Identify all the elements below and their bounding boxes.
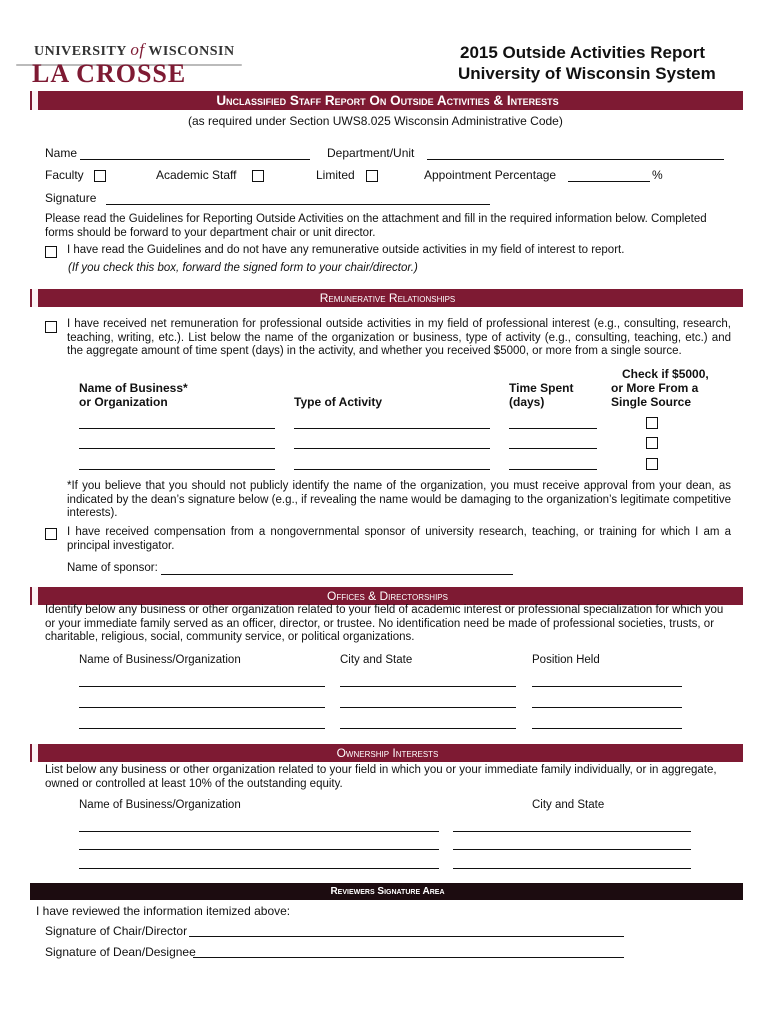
type-field-2[interactable] <box>294 448 490 449</box>
ownership-business-field-1[interactable] <box>79 831 439 832</box>
source-checkbox-3[interactable] <box>646 458 658 470</box>
logo-la-crosse: LA CROSSE <box>32 59 187 88</box>
type-field-3[interactable] <box>294 469 490 470</box>
offices-col-business: Name of Business/Organization <box>79 654 241 666</box>
report-subtitle: University of Wisconsin System <box>458 64 716 83</box>
remunerative-section-bar: Remunerative Relationships <box>30 289 743 307</box>
logo-wisconsin: WISCONSIN <box>148 44 235 59</box>
col-business-2: or Organization <box>79 395 168 409</box>
main-section-bar: Unclassified Staff Report On Outside Activities & Interests <box>30 91 743 110</box>
offices-business-field-2[interactable] <box>79 707 325 708</box>
source-checkbox-1[interactable] <box>646 417 658 429</box>
offices-city-field-3[interactable] <box>340 728 516 729</box>
col-check-2: or More From a <box>611 381 699 395</box>
logo-of: of <box>130 40 145 59</box>
time-field-2[interactable] <box>509 448 597 449</box>
department-label: Department/Unit <box>327 146 415 160</box>
sponsor-label: Name of sponsor: <box>67 562 158 574</box>
offices-business-field-1[interactable] <box>79 686 325 687</box>
signature-field[interactable] <box>106 204 490 205</box>
ownership-city-field-2[interactable] <box>453 849 691 850</box>
report-title: 2015 Outside Activities Report <box>460 43 706 62</box>
reviewers-text: I have reviewed the information itemized above: <box>36 904 291 918</box>
chair-signature-label: Signature of Chair/Director <box>45 924 188 938</box>
ownership-city-field-1[interactable] <box>453 831 691 832</box>
faculty-checkbox[interactable] <box>94 170 106 182</box>
sponsor-checkbox[interactable] <box>45 528 57 540</box>
ownership-business-field-3[interactable] <box>79 868 439 869</box>
col-type: Type of Activity <box>294 395 383 409</box>
col-check-3: Single Source <box>611 395 692 409</box>
academic-staff-label: Academic Staff <box>156 168 237 182</box>
faculty-label: Faculty <box>45 168 84 182</box>
ownership-city-field-3[interactable] <box>453 868 691 869</box>
no-activities-note: (If you check this box, forward the signed form to your chair/director.) <box>68 262 418 274</box>
ownership-business-field-2[interactable] <box>79 849 439 850</box>
time-field-1[interactable] <box>509 428 597 429</box>
remuneration-checkbox[interactable] <box>45 321 57 333</box>
signature-label: Signature <box>45 191 97 205</box>
col-time-1: Time Spent <box>509 381 574 395</box>
offices-business-field-3[interactable] <box>79 728 325 729</box>
reviewers-section-bar: Reviewers Signature Area <box>30 883 743 900</box>
offices-position-field-3[interactable] <box>532 728 682 729</box>
instructions-text: Please read the Guidelines for Reporting Outside Activities on the attachment and fill in the required information below. Completed forms should be forward to your department chair or unit director. <box>45 213 707 239</box>
dean-signature-field[interactable] <box>193 957 624 958</box>
offices-text: Identify below any business or other organization related to your field of academic interest or professional specialization for which you or your immediate family served as an officer, director, or trustee. No identification need be made of professional societies, trusts, or charitable, religious, social, community service, or political organizations. <box>45 604 724 643</box>
business-field-3[interactable] <box>79 469 275 470</box>
name-field[interactable] <box>80 159 310 160</box>
chair-signature-field[interactable] <box>189 936 624 937</box>
ownership-text: List below any business or other organization related to your field in which you or your immediate family individually, or in aggregate, owned or controlled at least 10% of the outstanding equity. <box>45 764 717 790</box>
col-check-1: Check if $5000, <box>622 367 709 381</box>
ownership-col-business: Name of Business/Organization <box>79 799 241 811</box>
name-label: Name <box>45 146 78 160</box>
offices-col-position: Position Held <box>532 654 600 666</box>
time-field-3[interactable] <box>509 469 597 470</box>
academic-staff-checkbox[interactable] <box>252 170 264 182</box>
ownership-section-bar: Ownership Interests <box>30 744 743 762</box>
offices-city-field-2[interactable] <box>340 707 516 708</box>
limited-checkbox[interactable] <box>366 170 378 182</box>
sponsor-field[interactable] <box>161 574 513 575</box>
business-field-2[interactable] <box>79 448 275 449</box>
no-activities-checkbox[interactable] <box>45 246 57 258</box>
ownership-col-city: City and State <box>532 799 605 811</box>
offices-position-field-2[interactable] <box>532 707 682 708</box>
university-logo <box>16 40 246 90</box>
limited-label: Limited <box>316 168 355 182</box>
percent-sign: % <box>652 168 663 182</box>
col-business-1: Name of Business* <box>79 381 188 395</box>
col-time-2: (days) <box>509 395 545 409</box>
sponsor-text: I have received compensation from a nongovernmental sponsor of university research, teaching, or training for which I am a principal investigator. <box>67 526 731 552</box>
logo-university: UNIVERSITY <box>34 44 127 59</box>
no-activities-text: I have read the Guidelines and do not have any remunerative outside activities in my field of interest to report. <box>67 244 625 256</box>
offices-col-city: City and State <box>340 654 413 666</box>
offices-section-bar: Offices & Directorships <box>30 587 743 605</box>
appointment-field[interactable] <box>568 181 650 182</box>
source-checkbox-2[interactable] <box>646 437 658 449</box>
business-field-1[interactable] <box>79 428 275 429</box>
type-field-1[interactable] <box>294 428 490 429</box>
required-note: (as required under Section UWS8.025 Wisconsin Administrative Code) <box>188 114 563 128</box>
offices-position-field-1[interactable] <box>532 686 682 687</box>
offices-city-field-1[interactable] <box>340 686 516 687</box>
appointment-label: Appointment Percentage <box>424 168 557 182</box>
dean-signature-label: Signature of Dean/Designee <box>45 945 196 959</box>
remuneration-text: I have received net remuneration for professional outside activities in my field of professional interest (e.g., consulting, research, teaching, writing, etc.). List below the name of the organization or business, type of activity (e.g., consulting, teaching, etc.) and the aggregate amount of time spent (days) in the activity, and whether you received $5000, or more from a single source. <box>67 318 731 357</box>
department-field[interactable] <box>427 159 724 160</box>
footnote-text: *If you believe that you should not publicly identify the name of the organization, you must receive approval from your dean, as indicated by the dean’s signature below (e.g., if revealing the name would be damaging to the organization’s legitimate competitive interests). <box>67 480 731 519</box>
